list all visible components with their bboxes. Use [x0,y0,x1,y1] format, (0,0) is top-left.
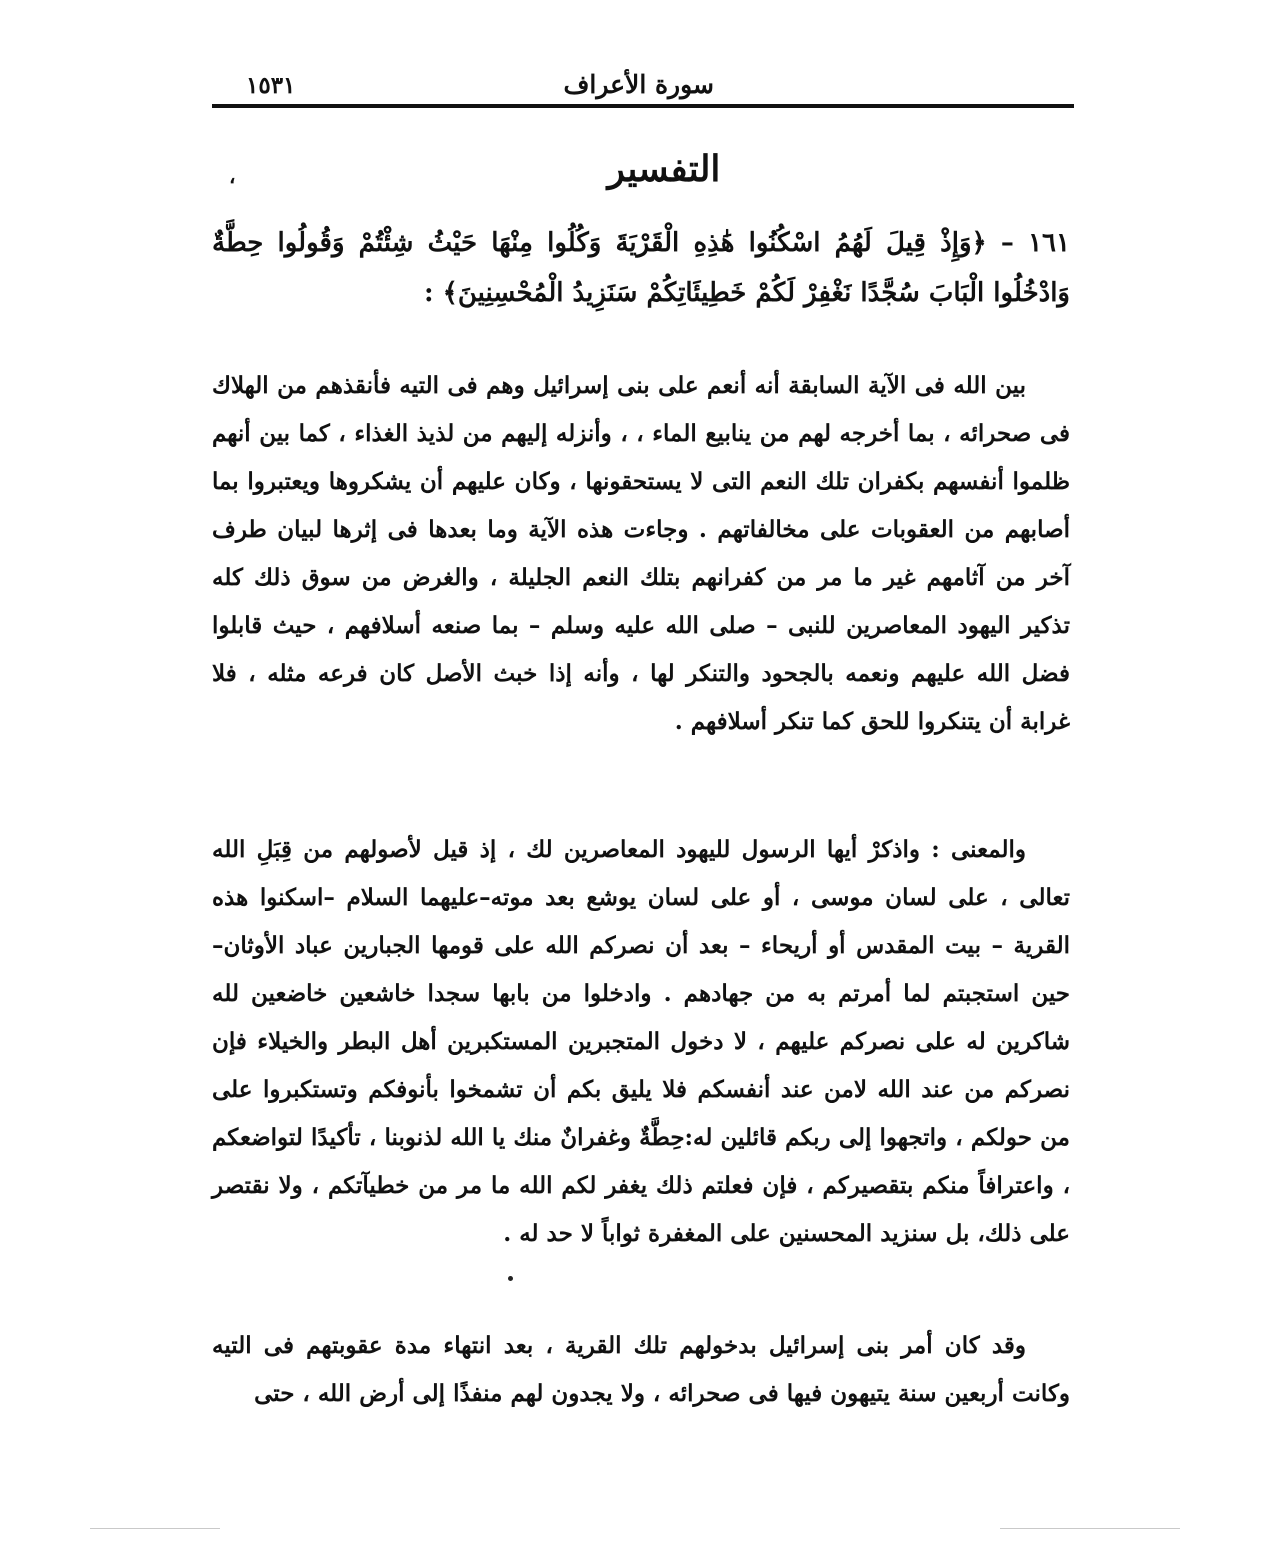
ink-dot [508,1276,513,1281]
paragraph-meaning: والمعنى : واذكرْ أيها الرسول لليهود المعاصرين لك ، إذ قيل لأصولهم من قِبَلِ الله تعالى ، على لسان موسى ، أو على لسان يوشع بعد موته–عليهما السلام –اسكنوا هذه القرية – بيت المقدس أو أريحاء – بعد أن نصركم الله على قومها الجبارين عباد الأوثان–حين استجبتم لما أمرتم به من جهادهم . وادخلوا من بابها سجدا خاشعين خاضعين لله شاكرين له على نصركم عليهم ، لا دخول المتجبرين المستكبرين أهل البطر والخيلاء فإن نصركم من عند الله لامن عند أنفسكم فلا يليق بكم أن تشمخوا بأنوفكم وتستكبروا على من حولكم ، واتجهوا إلى ربكم قائلين له:حِطَّةٌ وغفرانٌ منك يا الله لذنوبنا ، تأكيدًا لتواضعكم ، واعترافاً منكم بتقصيركم ، فإن فعلتم ذلك يغفر لكم الله ما مر من خطيآتكم ، ولا نقتصر على ذلك، بل سنزيد المحسنين على المغفرة ثواباً لا حد له . [212,836,1070,1247]
header-rule [212,104,1074,108]
surah-name: سورة الأعراف [563,70,714,99]
comma-mark: ، [229,164,236,188]
scan-artifact-line [90,1528,220,1529]
section-title-text: التفسير [607,148,721,190]
scan-artifact-line [1000,1528,1180,1529]
paragraph-continuation: وقد كان أمر بنى إسرائيل بدخولهم تلك القرية ، بعد انتهاء مدة عقوبتهم فى التيه وكانت أربعين سنة يتيهون فيها فى صحرائه ، ولا يجدون لهم منفذًا إلى أرض الله ، حتى [212,1332,1070,1407]
page-number: ١٥٣١ [246,72,296,99]
quran-verse: ١٦١ – ﴿وَإِذْ قِيلَ لَهُمُ اسْكُنُوا هَٰذِهِ الْقَرْيَةَ وَكُلُوا مِنْهَا حَيْثُ شِئْتُمْ وَقُولُوا حِطَّةٌ وَادْخُلُوا الْبَابَ سُجَّدًا نَغْفِرْ لَكُمْ خَطِيئَاتِكُمْ سَنَزِيدُ الْمُحْسِنِينَ﴾ : [212,228,1070,308]
section-title [212,148,1074,190]
page-header [212,66,1074,106]
paragraph-context: بين الله فى الآية السابقة أنه أنعم على بنى إسرائيل وهم فى التيه فأنقذهم من الهلاك فى صحرائه ، بما أخرجه لهم من ينابيع الماء ، ، وأنزله إليهم من لذيذ الغذاء ، كما بين أنهم ظلموا أنفسهم بكفران تلك النعم التى لا يستحقونها ، وكان عليهم أن يشكروها ويعتبروا بما أصابهم من العقوبات على مخالفاتهم . وجاءت هذه الآية وما بعدها فى إثرها لبيان طرف آخر من آثامهم غير ما مر من كفرانهم بتلك النعم الجليلة ، والغرض من سوق ذلك كله تذكير اليهود المعاصرين للنبى – صلى الله عليه وسلم – بما صنعه أسلافهم ، حيث قابلوا فضل الله عليهم ونعمه بالجحود والتنكر لها ، وأنه إذا خبث الأصل كان فرعه مثله ، فلا غرابة أن يتنكروا للحق كما تنكر أسلافهم . [212,372,1070,735]
